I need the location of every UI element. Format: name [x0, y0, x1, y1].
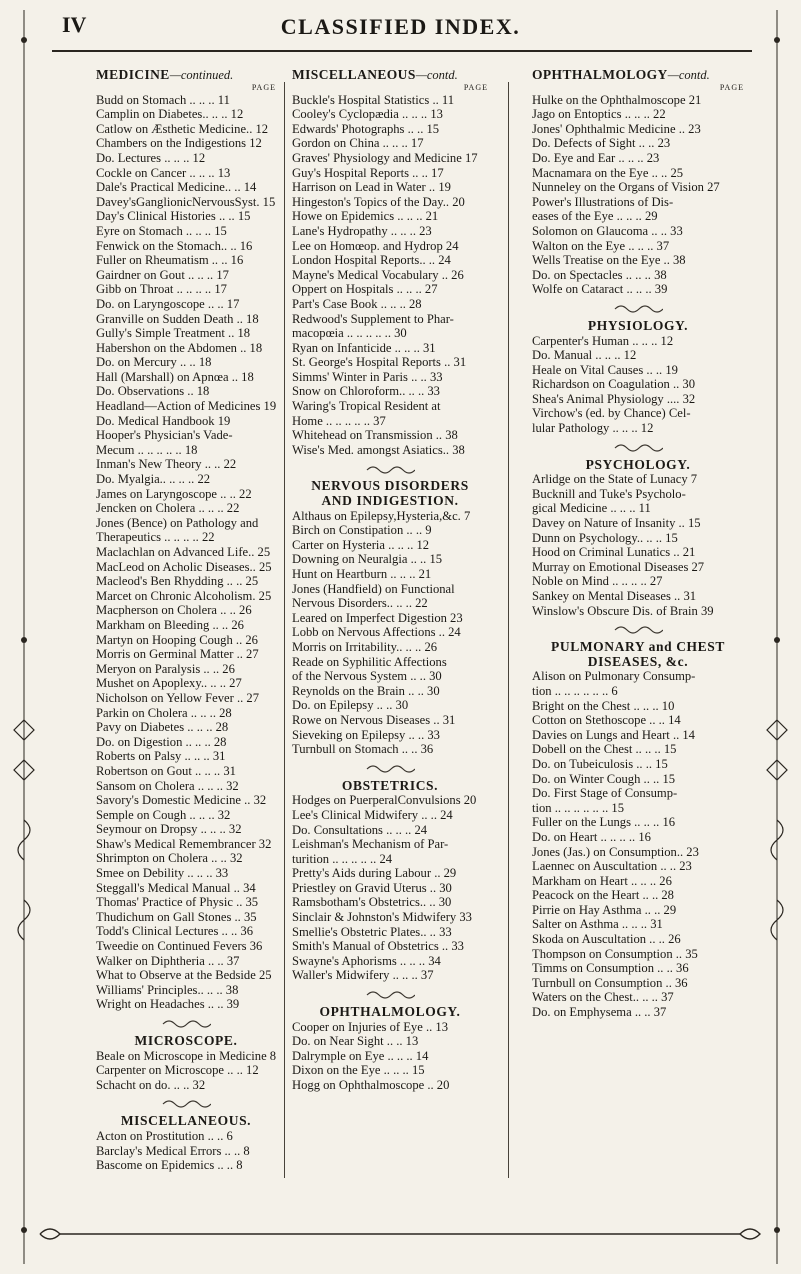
continued-heading: [532, 68, 744, 83]
index-entry: Oppert on Hospitals .. .. .. 27: [292, 282, 438, 297]
index-entry: Wise's Med. amongst Asiatics.. 38: [292, 442, 465, 457]
index-entry: Mecum .. .. .. .. .. 18: [96, 442, 198, 457]
index-entry: Jago on Entoptics .. .. .. 22: [532, 107, 666, 122]
index-entry: Wells Treatise on the Eye .. 38: [532, 253, 686, 268]
index-entry: Pirrie on Hay Asthma .. .. 29: [532, 902, 677, 917]
index-entry: Sieveking on Epilepsy .. .. 33: [292, 727, 440, 742]
index-entry: Hingeston's Topics of the Day.. 20: [292, 194, 465, 209]
index-entry: Cotton on Stethoscope .. .. 14: [532, 713, 681, 728]
index-entry: Martyn on Hooping Cough .. 26: [96, 632, 258, 647]
index-entry: Sansom on Cholera .. .. .. 32: [96, 778, 239, 793]
index-entry: Todd's Clinical Lectures .. .. 36: [96, 924, 254, 939]
index-entry: Dobell on the Chest .. .. .. 15: [532, 742, 677, 757]
index-entry: Morris on Germinal Matter .. 27: [96, 647, 259, 662]
index-entry: Virchow's (ed. by Chance) Cel-: [532, 406, 691, 421]
index-entry: Williams' Principles.. .. .. 38: [96, 982, 239, 997]
index-entry: Carpenter's Human .. .. .. 12: [532, 333, 674, 348]
index-entry: Reynolds on the Brain .. .. 30: [292, 683, 440, 698]
index-entry: Gordon on China .. .. .. 17: [292, 136, 424, 151]
index-entry: Reade on Syphilitic Affections: [292, 654, 447, 669]
index-entry: Leared on Imperfect Digestion 23: [292, 610, 463, 625]
index-entry: Headland—Action of Medicines 19: [96, 399, 276, 414]
heading-suffix: —continued.: [169, 68, 234, 82]
index-entry: Dixon on the Eye .. .. .. 15: [292, 1063, 425, 1078]
index-entry: tion .. .. .. .. .. .. 6: [532, 683, 618, 698]
index-entry: Smee on Debility .. .. .. 33: [96, 866, 229, 881]
index-entry: Mushet on Apoplexy.. .. .. 27: [96, 676, 242, 691]
index-entry: Part's Case Book .. .. .. 28: [292, 296, 422, 311]
index-entry: Wright on Headaches .. .. 39: [96, 997, 240, 1012]
index-entry: Cooley's Cyclopædia .. .. .. 13: [292, 107, 443, 122]
index-column-2: [292, 62, 488, 1184]
index-entry: Day's Clinical Histories .. .. 15: [96, 209, 251, 224]
footer-ornament: [0, 1214, 801, 1254]
index-entry: Lee's Clinical Midwifery .. .. 24: [292, 807, 453, 822]
index-entry: Fuller on the Lungs .. .. .. 16: [532, 815, 676, 830]
flourish-divider-icon: [96, 1012, 276, 1034]
heading-suffix: —contd.: [667, 68, 710, 82]
section-heading: MISCELLANEOUS.: [120, 1113, 252, 1129]
index-entry: Buckle's Hospital Statistics .. 11: [292, 92, 455, 107]
index-entry: Seymour on Dropsy .. .. .. 32: [96, 822, 242, 837]
index-entry: Arlidge on the State of Lunacy 7: [532, 472, 698, 487]
index-entry: Shrimpton on Cholera .. .. 32: [96, 851, 243, 866]
index-entry: Winslow's Obscure Dis. of Brain 39: [532, 603, 714, 618]
index-entry: Roberts on Palsy .. .. .. 31: [96, 749, 226, 764]
index-entry: Waller's Midwifery .. .. .. 37: [292, 968, 434, 983]
page-column-label: PAGE: [719, 82, 744, 92]
index-entry: Macleod's Ben Rhydding .. .. 25: [96, 574, 259, 589]
index-entry: Hunt on Heartburn .. .. .. 21: [292, 567, 432, 581]
index-entry: Alison on Pulmonary Consump-: [532, 669, 696, 684]
index-entry: Home .. .. .. .. .. 37: [292, 413, 386, 428]
index-entry: Morris on Irritability.. .. .. 26: [292, 639, 438, 654]
index-entry: Davey'sGanglionicNervousSyst. 15: [96, 194, 276, 209]
index-entry: Walker on Diphtheria .. .. 37: [96, 953, 240, 968]
index-entry: Waring's Tropical Resident at: [292, 399, 441, 414]
index-entry: Do. on Near Sight .. .. 13: [292, 1034, 419, 1049]
page-number: IV: [62, 12, 87, 37]
index-entry: Do. Lectures .. .. .. 12: [96, 150, 206, 165]
index-entry: Ramsbotham's Obstetrics.. .. 30: [292, 895, 452, 910]
flourish-divider-icon: [532, 618, 744, 640]
index-entry: Tweedie on Continued Fevers 36: [96, 939, 263, 954]
index-entry: Dunn on Psychology.. .. .. 15: [532, 530, 678, 545]
index-entry: Thudichum on Gall Stones .. 35: [96, 909, 257, 924]
index-entry: Do. Defects of Sight .. .. 23: [532, 136, 671, 151]
index-entry: Swayne's Aphorisms .. .. .. 34: [292, 953, 441, 968]
index-entry: Ryan on Infanticide .. .. .. 31: [292, 340, 436, 355]
index-entry: Gibb on Throat .. .. .. .. 17: [96, 282, 227, 297]
section-heading: DISEASES, &c.: [587, 653, 689, 669]
index-entry: Steggall's Medical Manual .. 34: [96, 880, 256, 895]
index-entry: Beale on Microscope in Medicine 8: [96, 1048, 276, 1063]
index-entry: Richardson on Coagulation .. 30: [532, 377, 695, 392]
index-entry: London Hospital Reports.. .. 24: [292, 253, 451, 268]
index-entry: Smellie's Obstetric Plates.. .. 33: [292, 924, 452, 939]
index-entry: Hogg on Ophthalmoscope .. 20: [292, 1078, 450, 1092]
index-entry: Peacock on the Heart .. .. 28: [532, 888, 674, 903]
index-entry: Birch on Constipation .. .. 9: [292, 523, 432, 538]
index-entry: Graves' Physiology and Medicine 17: [292, 150, 478, 165]
index-entry: Jones' Ophthalmic Medicine .. 23: [532, 121, 701, 136]
index-entry: Lobb on Nervous Affections .. 24: [292, 625, 461, 640]
index-entry: Pavy on Diabetes .. .. .. 28: [96, 720, 229, 735]
index-entry: Dale's Practical Medicine.. .. 14: [96, 180, 257, 195]
flourish-divider-icon: [532, 436, 744, 458]
section-heading: PHYSIOLOGY.: [587, 317, 689, 333]
index-entry: Markham on Bleeding .. .. 26: [96, 617, 244, 632]
index-entry: What to Observe at the Bedside 25: [96, 968, 272, 983]
index-entry: Do. on Epilepsy .. .. 30: [292, 698, 409, 713]
index-entry: Therapeutics .. .. .. .. 22: [96, 530, 215, 545]
continued-heading: [96, 68, 276, 83]
index-entry: Do. on Laryngoscope .. .. 17: [96, 296, 240, 311]
index-entry: Downing on Neuralgia .. .. 15: [292, 552, 443, 567]
running-title: CLASSIFIED INDEX.: [280, 14, 521, 39]
index-entry: Waters on the Chest.. .. .. 37: [532, 990, 674, 1005]
index-entry: James on Laryngoscope .. .. 22: [96, 486, 252, 501]
index-entry: Smith's Manual of Obstetrics .. 33: [292, 939, 464, 954]
index-entry: Parkin on Cholera .. .. .. 28: [96, 705, 232, 720]
index-entry: Gully's Simple Treatment .. 18: [96, 326, 251, 341]
index-entry: Carpenter on Microscope .. .. 12: [96, 1063, 259, 1078]
index-entry: macopœia .. .. .. .. .. 30: [292, 326, 407, 341]
index-entry: eases of the Eye .. .. .. 29: [532, 209, 658, 224]
index-column-1: [96, 62, 276, 1184]
index-entry: Snow on Chloroform.. .. .. 33: [292, 384, 440, 399]
index-entry: Simms' Winter in Paris .. .. 33: [292, 369, 443, 384]
index-entry: Hulke on the Ophthalmoscope 21: [532, 92, 702, 107]
index-entry: Savory's Domestic Medicine .. 32: [96, 793, 267, 808]
index-entry: Harrison on Lead in Water .. 19: [292, 180, 451, 195]
index-entry: Bascome on Epidemics .. .. 8: [96, 1158, 243, 1173]
index-entry: Do. Consultations .. .. .. 24: [292, 822, 428, 837]
section-heading: OBSTETRICS.: [341, 777, 439, 793]
index-entry: Jencken on Cholera .. .. .. 22: [96, 501, 240, 516]
index-entry: Carter on Hysteria .. .. .. 12: [292, 537, 430, 552]
heading-suffix: —contd.: [415, 68, 458, 82]
page-header: [0, 0, 801, 50]
index-entry: Shaw's Medical Remembrancer 32: [96, 836, 272, 851]
index-entry: Do. on Emphysema .. .. 37: [532, 1005, 667, 1020]
index-entry: Pretty's Aids during Labour .. 29: [292, 866, 457, 881]
index-entry: Sinclair & Johnston's Midwifery 33: [292, 910, 472, 925]
index-entry: Fenwick on the Stomach.. .. 16: [96, 238, 253, 253]
header-rule: [52, 50, 752, 52]
index-entry: tion .. .. .. .. .. .. 15: [532, 800, 625, 815]
footer-flourish-icon: [0, 1214, 801, 1254]
index-entry: Noble on Mind .. .. .. .. 27: [532, 574, 663, 589]
index-entry: Do. on Mercury .. .. 18: [96, 355, 212, 370]
index-entry: Bucknill and Tuke's Psycholo-: [532, 486, 686, 501]
flourish-divider-icon: [96, 1092, 276, 1114]
index-entry: Do. Manual .. .. .. 12: [532, 348, 637, 363]
section-heading: NERVOUS DISORDERS: [311, 478, 469, 494]
index-entry: Meryon on Paralysis .. .. 26: [96, 661, 235, 676]
index-entry: Catlow on Æsthetic Medicine.. 12: [96, 121, 269, 136]
index-entry: Do. First Stage of Consump-: [532, 786, 678, 801]
index-entry: Power's Illustrations of Dis-: [532, 194, 674, 209]
index-entry: Howe on Epidemics .. .. .. 21: [292, 209, 439, 224]
index-entry: Cooper on Injuries of Eye .. 13: [292, 1019, 448, 1034]
index-entry: Cockle on Cancer .. .. .. 13: [96, 165, 231, 180]
left-border-ornament-icon: [6, 0, 42, 1274]
index-entry: Do. on Winter Cough .. .. 15: [532, 771, 676, 786]
index-entry: Chambers on the Indigestions 12: [96, 136, 262, 151]
index-entry: Do. on Digestion .. .. .. 28: [96, 734, 227, 749]
index-entry: Shea's Animal Physiology .... 32: [532, 391, 696, 406]
column-divider: [508, 82, 509, 1178]
index-entry: Thomas' Practice of Physic .. 35: [96, 895, 259, 910]
index-entry: Davey on Nature of Insanity .. 15: [532, 516, 701, 531]
index-entry: Hall (Marshall) on Apnœa .. 18: [96, 369, 254, 384]
index-entry: Nicholson on Yellow Fever .. 27: [96, 690, 260, 705]
index-entry: Priestley on Gravid Uterus .. 30: [292, 880, 452, 895]
index-entry: Nunneley on the Organs of Vision 27: [532, 180, 720, 195]
index-entry: Gairdner on Gout .. .. .. 17: [96, 267, 229, 282]
index-entry: Leishman's Mechanism of Par-: [292, 837, 449, 852]
flourish-divider-icon: [532, 297, 744, 319]
index-entry: Solomon on Glaucoma .. .. 33: [532, 223, 683, 238]
index-entry: St. George's Hospital Reports .. 31: [292, 355, 467, 370]
index-entry: Davies on Lungs and Heart .. 14: [532, 727, 695, 742]
index-entry: Murray on Emotional Diseases 27: [532, 559, 705, 574]
index-entry: Jones (Jas.) on Consumption.. 23: [532, 844, 699, 859]
index-entry: gical Medicine .. .. .. 11: [532, 501, 651, 516]
section-heading: PSYCHOLOGY.: [585, 456, 691, 472]
index-entry: Turnbull on Consumption .. 36: [532, 975, 688, 990]
section-heading: OPHTHALMOLOGY.: [319, 1004, 461, 1020]
flourish-divider-icon: [292, 457, 488, 479]
index-entry: lular Pathology .. .. .. 12: [532, 421, 654, 436]
section-heading: PULMONARY and CHEST: [551, 639, 725, 655]
heading-text: MEDICINE: [96, 67, 170, 82]
index-entry: Macpherson on Cholera .. .. 26: [96, 603, 252, 618]
page-column-label: PAGE: [251, 82, 276, 92]
index-entry: Sankey on Mental Diseases .. 31: [532, 589, 697, 603]
index-entry: Hooper's Physician's Vade-: [96, 428, 233, 443]
index-entry: Fuller on Rheumatism .. .. 16: [96, 253, 244, 268]
index-entry: Camplin on Diabetes.. .. .. 12: [96, 107, 244, 122]
index-entry: Whitehead on Transmission .. 38: [292, 428, 458, 443]
index-entry: Do. Myalgia.. .. .. .. 22: [96, 472, 211, 487]
index-entry: Semple on Cough .. .. .. 32: [96, 807, 231, 822]
index-entry: Markham on Heart .. .. .. 26: [532, 873, 672, 888]
index-entry: of the Nervous System .. .. 30: [292, 669, 442, 684]
index-entry: Do. on Heart .. .. .. .. 16: [532, 829, 651, 844]
index-entry: Schacht on do. .. .. 32: [96, 1077, 206, 1092]
index-entry: Hodges on PuerperalConvulsions 20: [292, 793, 477, 808]
index-entry: Inman's New Theory .. .. 22: [96, 457, 237, 472]
flourish-divider-icon: [292, 983, 488, 1005]
index-entry: Lane's Hydropathy .. .. .. 23: [292, 223, 432, 238]
index-entry: Eyre on Stomach .. .. .. 15: [96, 223, 227, 238]
index-entry: MacLeod on Acholic Diseases.. 25: [96, 559, 272, 574]
index-entry: turition .. .. .. .. .. 24: [292, 851, 393, 866]
index-entry: Althaus on Epilepsy,Hysteria,&c. 7: [292, 508, 471, 523]
index-entry: Jones (Handfield) on Functional: [292, 581, 455, 596]
page-column-label: PAGE: [463, 82, 488, 92]
index-entry: Do. on Tubeiculosis .. .. 15: [532, 756, 668, 771]
index-entry: Acton on Prostitution .. .. 6: [96, 1128, 233, 1143]
index-entry: Granville on Sudden Death .. 18: [96, 311, 259, 326]
index-entry: Salter on Asthma .. .. .. 31: [532, 917, 663, 932]
index-entry: Do. Eye and Ear .. .. .. 23: [532, 150, 660, 165]
index-entry: Edwards' Photographs .. .. 15: [292, 121, 440, 136]
index-entry: Thompson on Consumption .. 35: [532, 946, 698, 961]
section-heading: MICROSCOPE.: [134, 1033, 238, 1048]
index-entry: Wolfe on Cataract .. .. .. 39: [532, 282, 668, 297]
index-column-3: [532, 62, 744, 1184]
index-entry: Walton on the Eye .. .. .. 37: [532, 238, 670, 253]
column-divider: [284, 82, 285, 1178]
index-entry: Nervous Disorders.. .. .. 22: [292, 596, 428, 611]
index-entry: Macnamara on the Eye .. .. 25: [532, 165, 684, 180]
index-entry: Do. Observations .. 18: [96, 384, 210, 399]
index-entry: Habershon on the Abdomen .. 18: [96, 340, 263, 355]
index-entry: Marcet on Chronic Alcoholism. 25: [96, 588, 272, 603]
right-border-ornament-icon: [759, 0, 795, 1274]
index-entry: Guy's Hospital Reports .. .. 17: [292, 165, 444, 180]
index-entry: Bright on the Chest .. .. .. 10: [532, 698, 675, 713]
index-entry: Budd on Stomach .. .. .. 11: [96, 92, 230, 107]
index-entry: Do. Medical Handbook 19: [96, 413, 231, 428]
index-entry: Robertson on Gout .. .. .. 31: [96, 763, 236, 778]
flourish-divider-icon: [292, 757, 488, 779]
index-entry: Do. on Spectacles .. .. .. 38: [532, 267, 667, 282]
index-entry: Dalrymple on Eye .. .. .. 14: [292, 1048, 429, 1063]
index-entry: Barclay's Medical Errors .. .. 8: [96, 1143, 250, 1158]
index-entry: Rowe on Nervous Diseases .. 31: [292, 712, 456, 727]
section-heading: AND INDIGESTION.: [321, 493, 459, 509]
continued-heading: [292, 68, 488, 83]
heading-text: OPHTHALMOLOGY: [532, 67, 668, 82]
index-entry: Mayne's Medical Vocabulary .. 26: [292, 267, 464, 282]
index-entry: Redwood's Supplement to Phar-: [292, 311, 454, 326]
index-entry: Skoda on Auscultation .. .. 26: [532, 932, 681, 947]
index-entry: Lee on Homœop. and Hydrop 24: [292, 238, 459, 253]
heading-text: MISCELLANEOUS: [292, 67, 416, 82]
index-entry: Laennec on Auscultation .. .. 23: [532, 859, 692, 874]
index-entry: Turnbull on Stomach .. .. 36: [292, 742, 434, 757]
index-entry: Hood on Criminal Lunatics .. 21: [532, 545, 696, 560]
index-entry: Timms on Consumption .. .. 36: [532, 961, 689, 976]
index-entry: Heale on Vital Causes .. .. 19: [532, 362, 678, 377]
index-entry: Maclachlan on Advanced Life.. 25: [96, 545, 271, 559]
index-entry: Jones (Bence) on Pathology and: [96, 515, 259, 530]
